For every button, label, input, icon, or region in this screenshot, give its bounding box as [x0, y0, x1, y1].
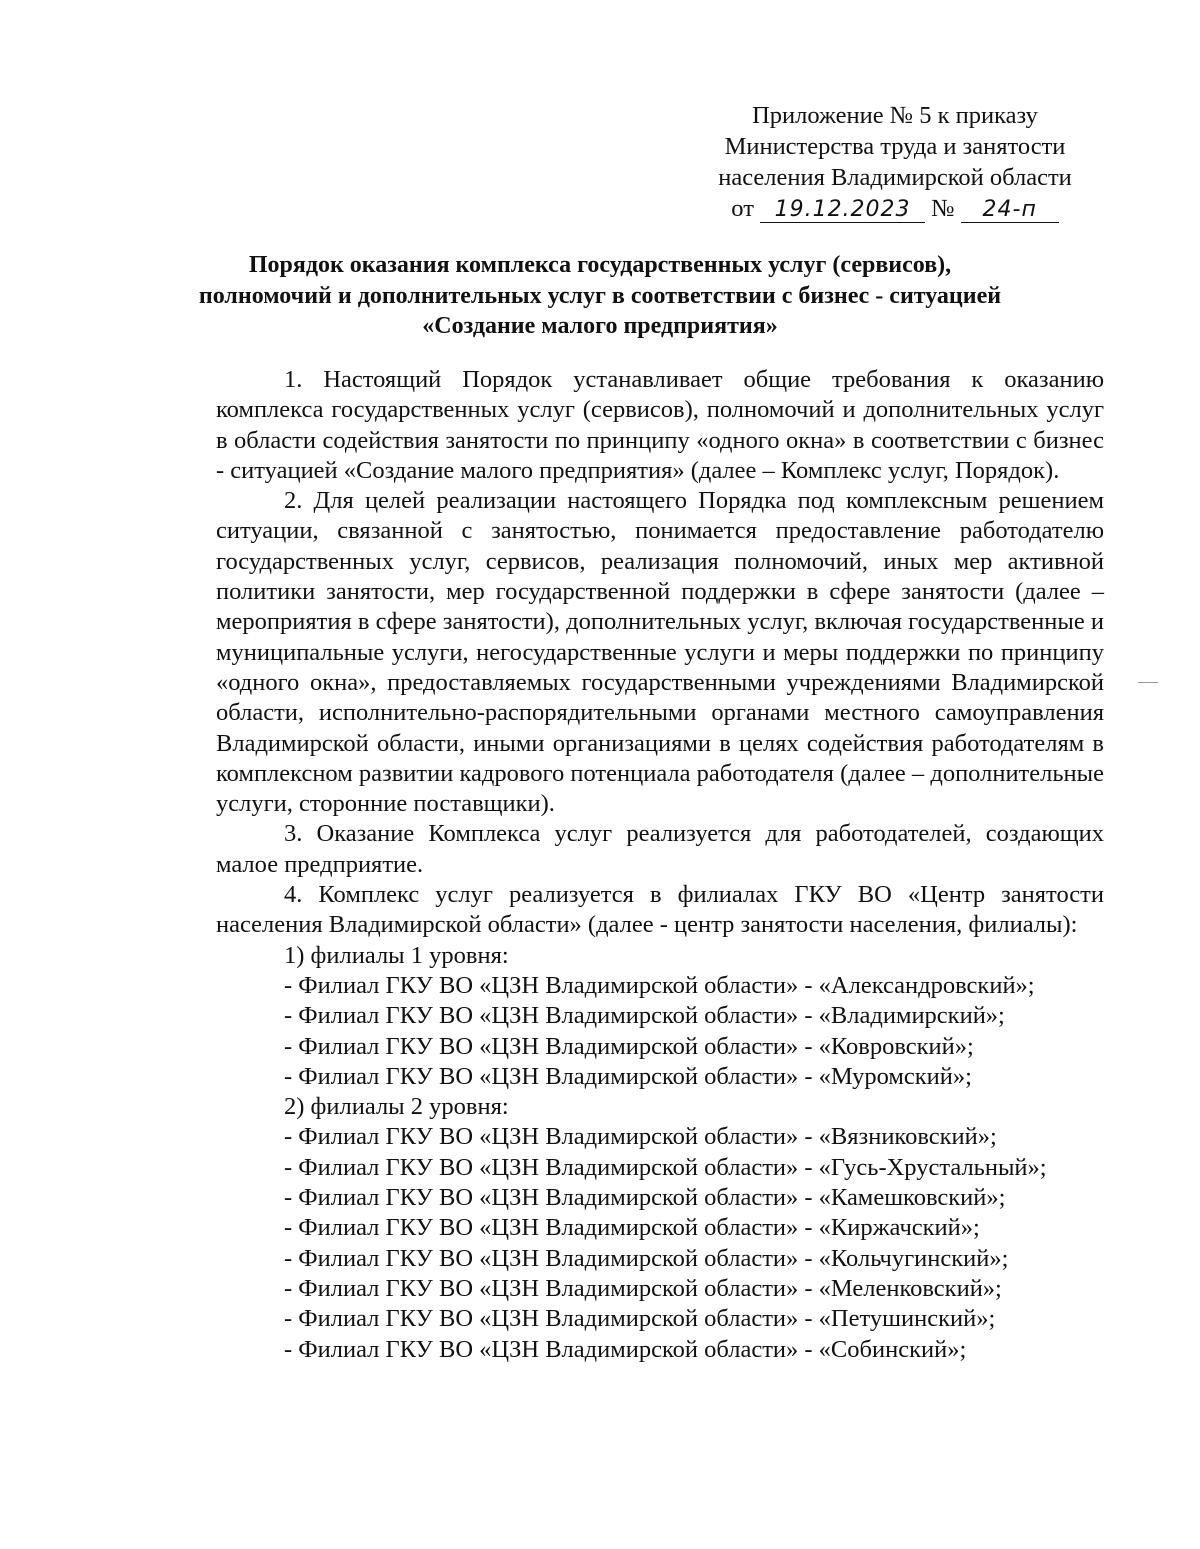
list-item: - Филиал ГКУ ВО «ЦЗН Владимирской области» - «Ковровский»; — [284, 1032, 974, 1060]
list-item: - Филиал ГКУ ВО «ЦЗН Владимирской области» - «Меленковский»; — [284, 1274, 1002, 1302]
date-prefix: от — [731, 195, 754, 222]
title-line-3: «Создание малого предприятия» — [422, 313, 778, 339]
list-item: - Филиал ГКУ ВО «ЦЗН Владимирской области» - «Камешковский»; — [284, 1184, 1006, 1212]
level-2-heading: 2) филиалы 2 уровня: — [284, 1093, 509, 1121]
paragraph-2: 2. Для целей реализации настоящего Порядка под комплексным решением ситуации, связанной с занятостью, понимается предоставление работодателю государственных услуг, сервисов, реализация полномочий, иных мер активной политики занятости, мер государственной поддержки в сфере занятости (далее – мероприятия в сфере занятости), дополнительных услуг, включая государственные и муниципальные услуги, негосударственные услуги и меры поддержки по принципу «одного окна», предоставляемых государственными учреждениями Владимирской области, исполнительно-распорядительными органами местного самоуправления Владимирской области, иными организациями в целях содействия работодателям в комплексном развитии кадрового потенциала работодателя (далее – дополнительные услуги, сторонние поставщики). — [216, 487, 1104, 818]
title-line-2: полномочий и дополнительных услуг в соответствии с бизнес - ситуацией — [198, 282, 1002, 309]
paragraph-1: 1. Настоящий Порядок устанавливает общие требования к оказанию комплекса государственных услуг (сервисов), полномочий и дополнительных услуг в области содействия занятости по принципу «одного окна» в соответствии с бизнес - ситуацией «Создание малого предприятия» (далее – Комплекс услуг, Порядок). — [216, 366, 1104, 484]
list-item: - Филиал ГКУ ВО «ЦЗН Владимирской области» - «Собинский»; — [284, 1335, 967, 1363]
list-item: - Филиал ГКУ ВО «ЦЗН Владимирской области» - «Кольчугинский»; — [284, 1244, 1009, 1272]
list-item: - Филиал ГКУ ВО «ЦЗН Владимирской области» - «Вязниковский»; — [284, 1123, 997, 1151]
paragraph-4: 4. Комплекс услуг реализуется в филиалах ГКУ ВО «Центр занятости населения Владимирской области» (далее - центр занятости населения, филиалы): — [216, 881, 1104, 939]
attachment-line-1: Приложение № 5 к приказу — [752, 102, 1038, 129]
list-item: - Филиал ГКУ ВО «ЦЗН Владимирской области» - «Александровский»; — [284, 971, 1035, 999]
attachment-line-2: Министерства труда и занятости — [724, 133, 1066, 160]
order-date-line — [700, 193, 1090, 224]
paragraph-3: 3. Оказание Комплекса услуг реализуется для работодателей, создающих малое предприятие. — [216, 820, 1104, 878]
attachment-line-3: населения Владимирской области — [718, 164, 1072, 191]
list-item: - Филиал ГКУ ВО «ЦЗН Владимирской области» - «Гусь-Хрустальный»; — [284, 1153, 1047, 1181]
list-item: - Филиал ГКУ ВО «ЦЗН Владимирской области» - «Киржачский»; — [284, 1214, 980, 1242]
number-prefix: № — [931, 195, 955, 222]
document-title — [130, 250, 1070, 342]
handwritten-date: 19.12.2023 — [760, 198, 925, 223]
margin-mark — [1138, 682, 1158, 683]
document-body — [216, 365, 1104, 1365]
list-item: - Филиал ГКУ ВО «ЦЗН Владимирской области» - «Петушинский»; — [284, 1305, 996, 1333]
attachment-header — [700, 100, 1090, 224]
list-item: - Филиал ГКУ ВО «ЦЗН Владимирской области» - «Владимирский»; — [284, 1002, 1005, 1030]
list-item: - Филиал ГКУ ВО «ЦЗН Владимирской области» - «Муромский»; — [284, 1062, 972, 1090]
level-1-heading: 1) филиалы 1 уровня: — [284, 941, 509, 969]
handwritten-order-number: 24-п — [961, 198, 1059, 223]
title-line-1: Порядок оказания комплекса государственных услуг (сервисов), — [248, 252, 952, 278]
